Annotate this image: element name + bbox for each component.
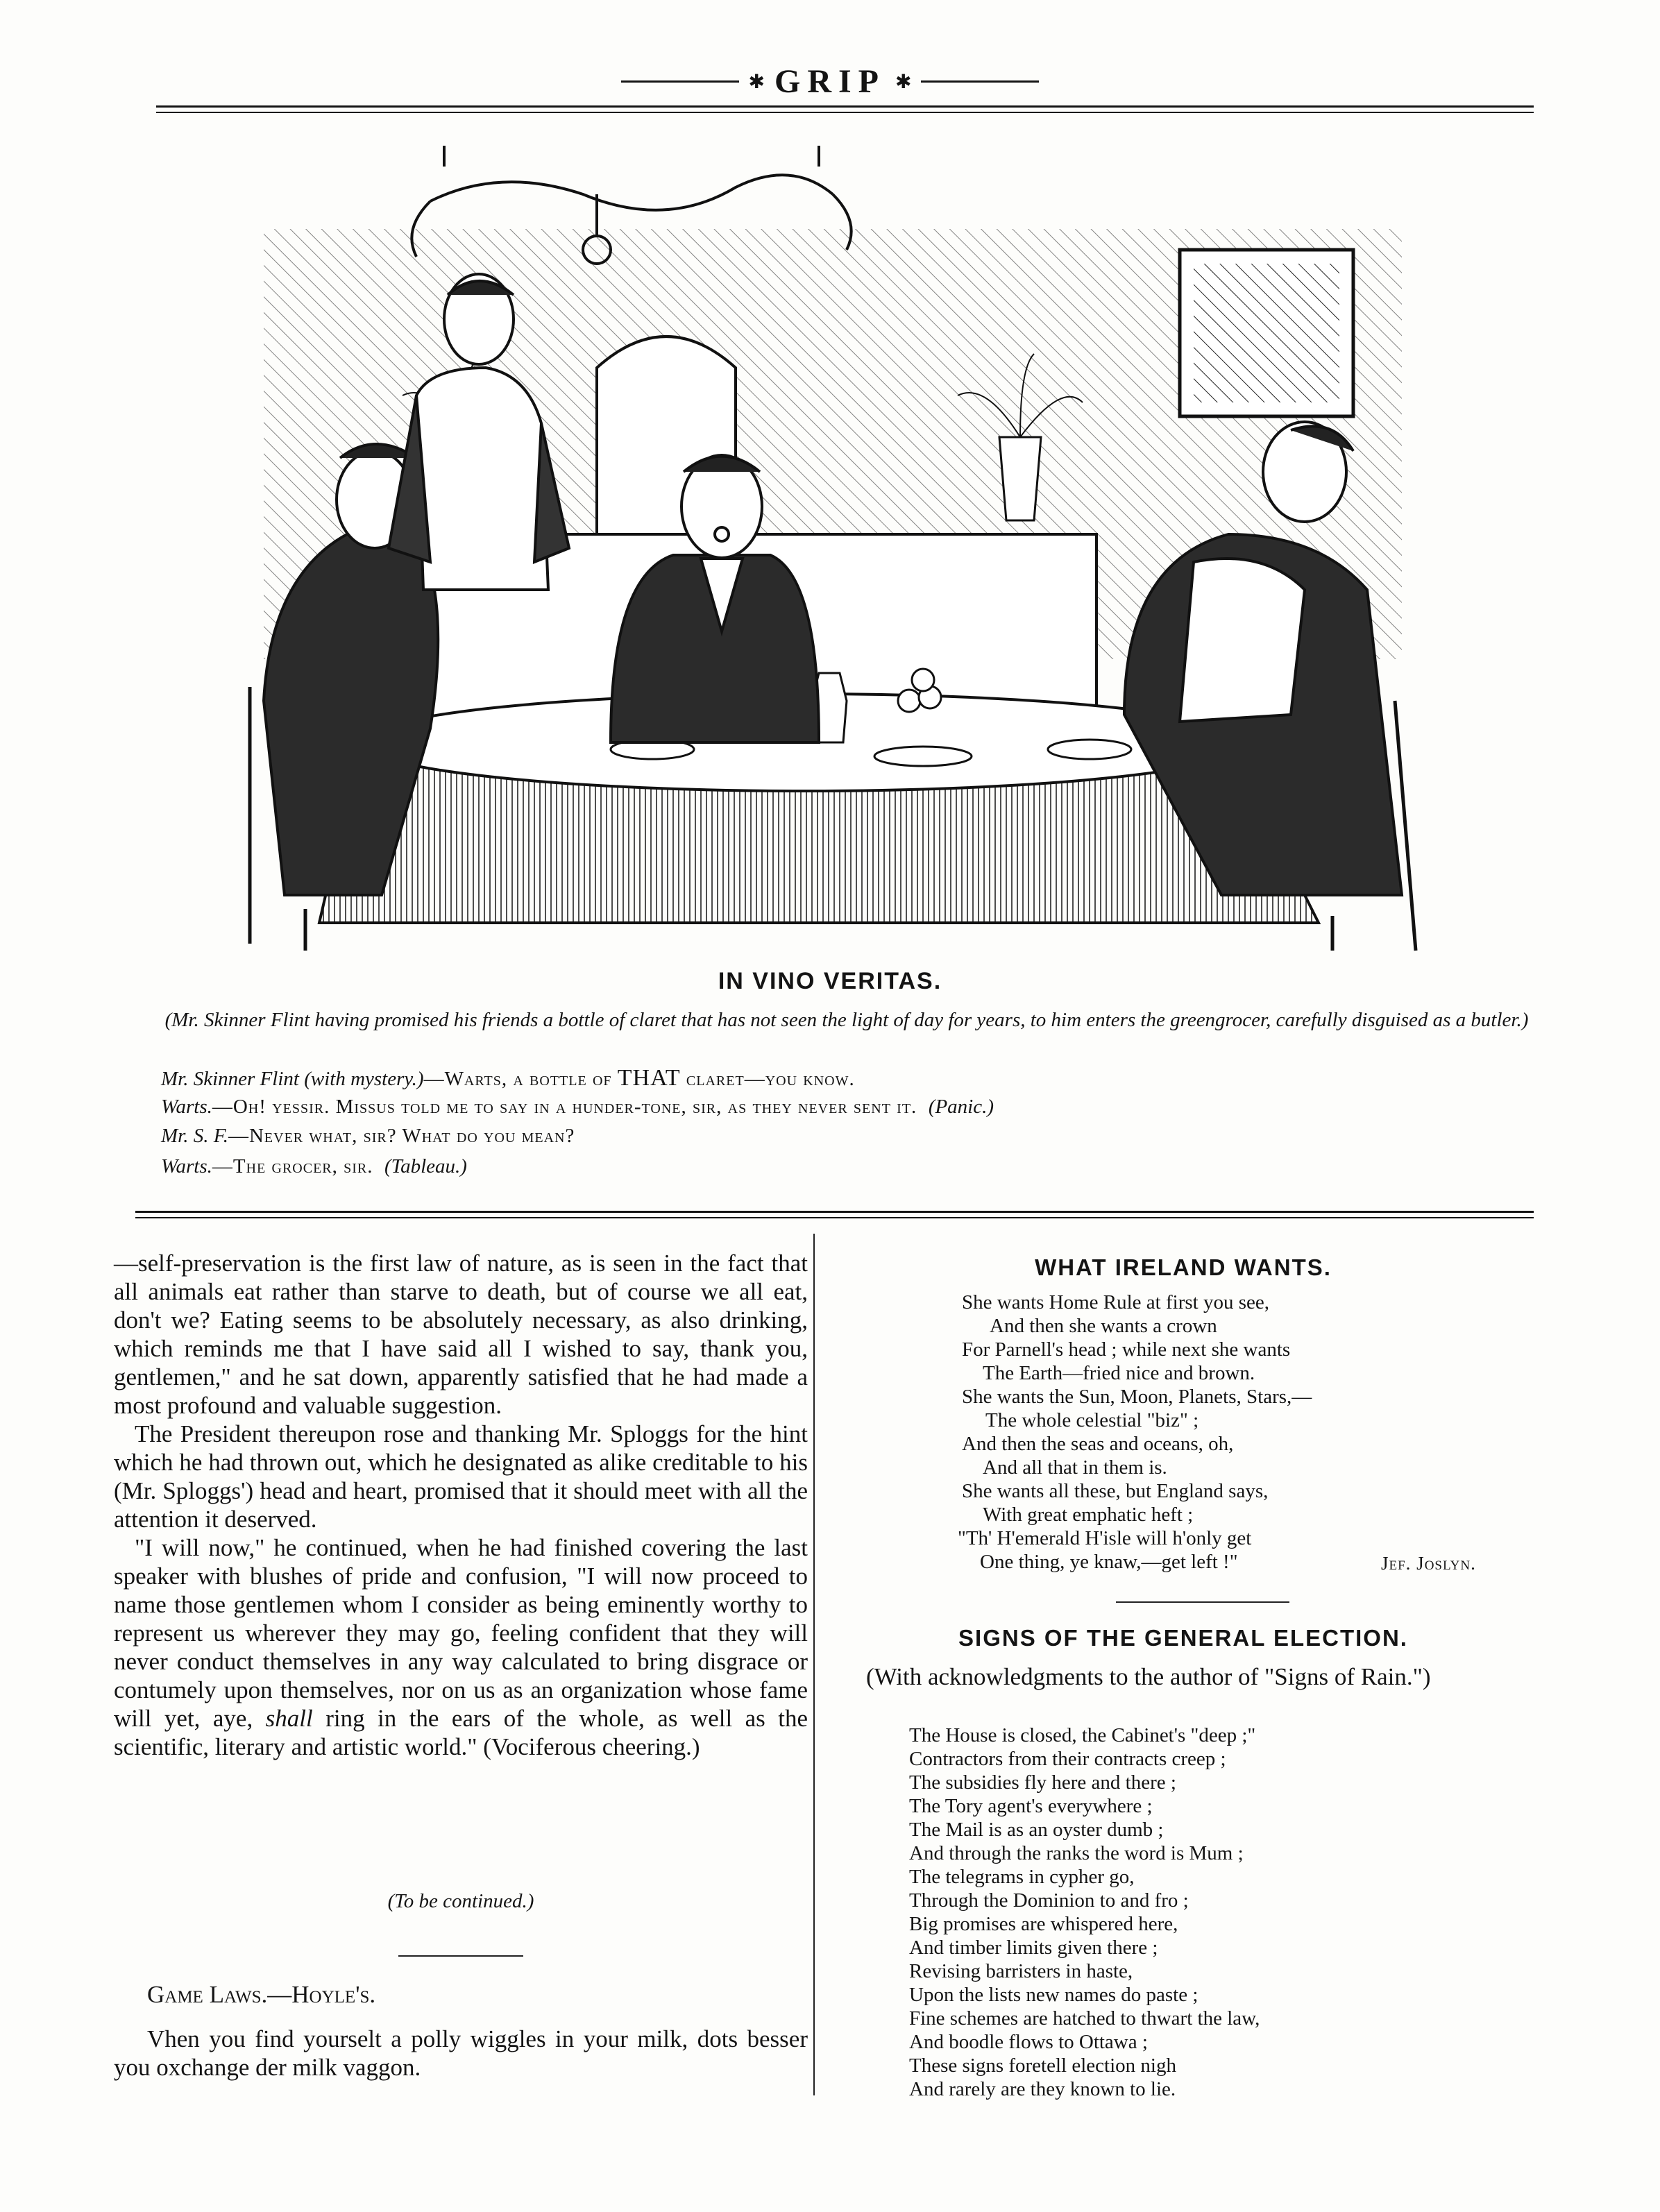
masthead-title: GRIP xyxy=(774,63,886,100)
paragraph: "I will now," he continued, when he had finished covering the last speaker with blushes of pride and confusion, "I will now proceed to name those gentlemen whom I consider as being eminently worthy to represent us wherever they may go, feeling confident that they will never conduct themselves in any way calculated to bring disgrace or contumely upon themselves, nor on us as an organization whose fame will yet, aye, shall ring in the ears of the whole, as well as the scientific, literary and artistic world." (Vociferous cheering.) xyxy=(114,1534,808,1760)
column-divider xyxy=(813,1234,815,2095)
paragraph: —self-preservation is the first law of nature, as is seen in the fact that all animals eat rather than starve to death, but of course we all eat, don't we? Eating seems to be absolutely necessary, as also drinking, which reminds me that I have said all I wished to say, thank you, gentlemen," and he sat down, apparently satisfied that he had made a most profound and valuable suggestion. xyxy=(114,1250,808,1419)
poem-line: The subsidies fly here and there ; xyxy=(909,1771,1176,1794)
poem-line: Revising barristers in haste, xyxy=(909,1960,1133,1982)
poem-line: "Th' H'emerald H'isle will h'only get xyxy=(958,1527,1252,1549)
stage-direction: (Panic.) xyxy=(928,1096,994,1118)
emphasis: shall xyxy=(265,1705,313,1732)
speaker: Warts. xyxy=(161,1096,212,1118)
dialogue-text: —Oh! yessir. Missus told me to say in a hunder-tone, sir, as they never sent it. xyxy=(212,1096,917,1118)
poem-title: SIGNS OF THE GENERAL ELECTION. xyxy=(958,1625,1408,1651)
paragraph: The President thereupon rose and thanking Mr. Sploggs for the hint which he had thrown out, which he designated as alike creditable to his (Mr. Sploggs') head and heart, promised that it should meet with all the attention it deserved. xyxy=(114,1420,808,1533)
poem-line: And then the seas and oceans, oh, xyxy=(962,1433,1234,1455)
dialogue-text: claret—you know. xyxy=(680,1068,855,1090)
poem-line: And boodle flows to Ottawa ; xyxy=(909,2031,1148,2053)
poem-acknowledgment: (With acknowledgments to the author of "Signs of Rain.") xyxy=(866,1663,1431,1690)
speaker: Warts. xyxy=(161,1155,212,1177)
poem-line: These signs foretell election nigh xyxy=(909,2054,1176,2077)
dialogue-text: —Warts, a bottle of xyxy=(423,1068,618,1090)
poem-line: Big promises are whispered here, xyxy=(909,1913,1178,1935)
poem-line: Fine schemes are hatched to thwart the law, xyxy=(909,2007,1260,2030)
poem-line: The whole celestial "biz" ; xyxy=(985,1409,1199,1431)
poem-line: And through the ranks the word is Mum ; xyxy=(909,1842,1244,1864)
poem-line: The telegrams in cypher go, xyxy=(909,1866,1135,1888)
poem-line: Through the Dominion to and fro ; xyxy=(909,1889,1189,1912)
poem-line: For Parnell's head ; while next she wants xyxy=(962,1338,1291,1361)
article-continuation xyxy=(114,1249,808,1761)
poem-line: The House is closed, the Cabinet's "deep ;" xyxy=(909,1724,1256,1746)
dialogue-text: —The grocer, sir. xyxy=(212,1155,373,1177)
speaker: Mr. S. F. xyxy=(161,1125,228,1147)
section-rule xyxy=(135,1211,1534,1218)
dialogue-emphasis: THAT xyxy=(617,1065,681,1091)
poem-line: The Mail is as an oyster dumb ; xyxy=(909,1819,1164,1841)
masthead xyxy=(0,62,1660,101)
poem-line: And timber limits given there ; xyxy=(909,1937,1158,1959)
poem-line: The Tory agent's everywhere ; xyxy=(909,1795,1153,1817)
poem-title: WHAT IRELAND WANTS. xyxy=(1035,1254,1332,1280)
dialogue-line xyxy=(161,1096,994,1118)
poem-line: She wants the Sun, Moon, Planets, Stars,— xyxy=(962,1386,1312,1408)
poem-line: She wants all these, but England says, xyxy=(962,1480,1269,1502)
poem-line: The Earth—fried nice and brown. xyxy=(983,1362,1255,1384)
poem-line: With great emphatic heft ; xyxy=(983,1504,1194,1526)
poem-author: Jef. Joslyn. xyxy=(1381,1553,1476,1574)
dialogue-line xyxy=(161,1065,855,1091)
divider xyxy=(1116,1601,1289,1603)
header-rule xyxy=(156,105,1534,113)
cartoon-intro: (Mr. Skinner Flint having promised his friends a bottle of claret that has not seen the light of day for years, to him enters the greengrocer, carefully disguised as a butler.) xyxy=(164,1009,1529,1031)
poem-line: And then she wants a crown xyxy=(990,1315,1217,1337)
stage-direction: (Tableau.) xyxy=(384,1155,467,1177)
poem-line: One thing, ye knaw,—get left !" xyxy=(980,1551,1238,1573)
star-ornament-icon: ✱ xyxy=(895,71,912,93)
masthead-rule-left xyxy=(621,80,739,83)
poem-line: Upon the lists new names do paste ; xyxy=(909,1984,1199,2006)
cartoon-illustration xyxy=(222,146,1443,958)
dialogue-line xyxy=(161,1155,467,1178)
poem-line: And all that in them is. xyxy=(983,1456,1167,1479)
masthead-rule-right xyxy=(921,80,1039,83)
dialogue-text: —Never what, sir? What do you mean? xyxy=(228,1125,575,1147)
game-laws-title: Game Laws.—Hoyle's. xyxy=(147,1981,376,2008)
speaker: Mr. Skinner Flint (with mystery.) xyxy=(161,1068,424,1090)
divider xyxy=(398,1955,523,1957)
poem-line: And rarely are they known to lie. xyxy=(909,2078,1176,2100)
poem-body xyxy=(909,1724,1260,2101)
game-laws-text: Vhen you find yourselt a polly wiggles in your milk, dots besser you oxchange der milk vaggon. xyxy=(114,2025,808,2081)
dialogue-line xyxy=(161,1125,575,1148)
to-be-continued: (To be continued.) xyxy=(387,1890,534,1912)
cartoon-title: IN VINO VERITAS. xyxy=(718,968,942,994)
star-ornament-icon: ✱ xyxy=(748,71,765,93)
poem-line: She wants Home Rule at first you see, xyxy=(962,1291,1269,1313)
poem-line: Contractors from their contracts creep ; xyxy=(909,1748,1226,1770)
